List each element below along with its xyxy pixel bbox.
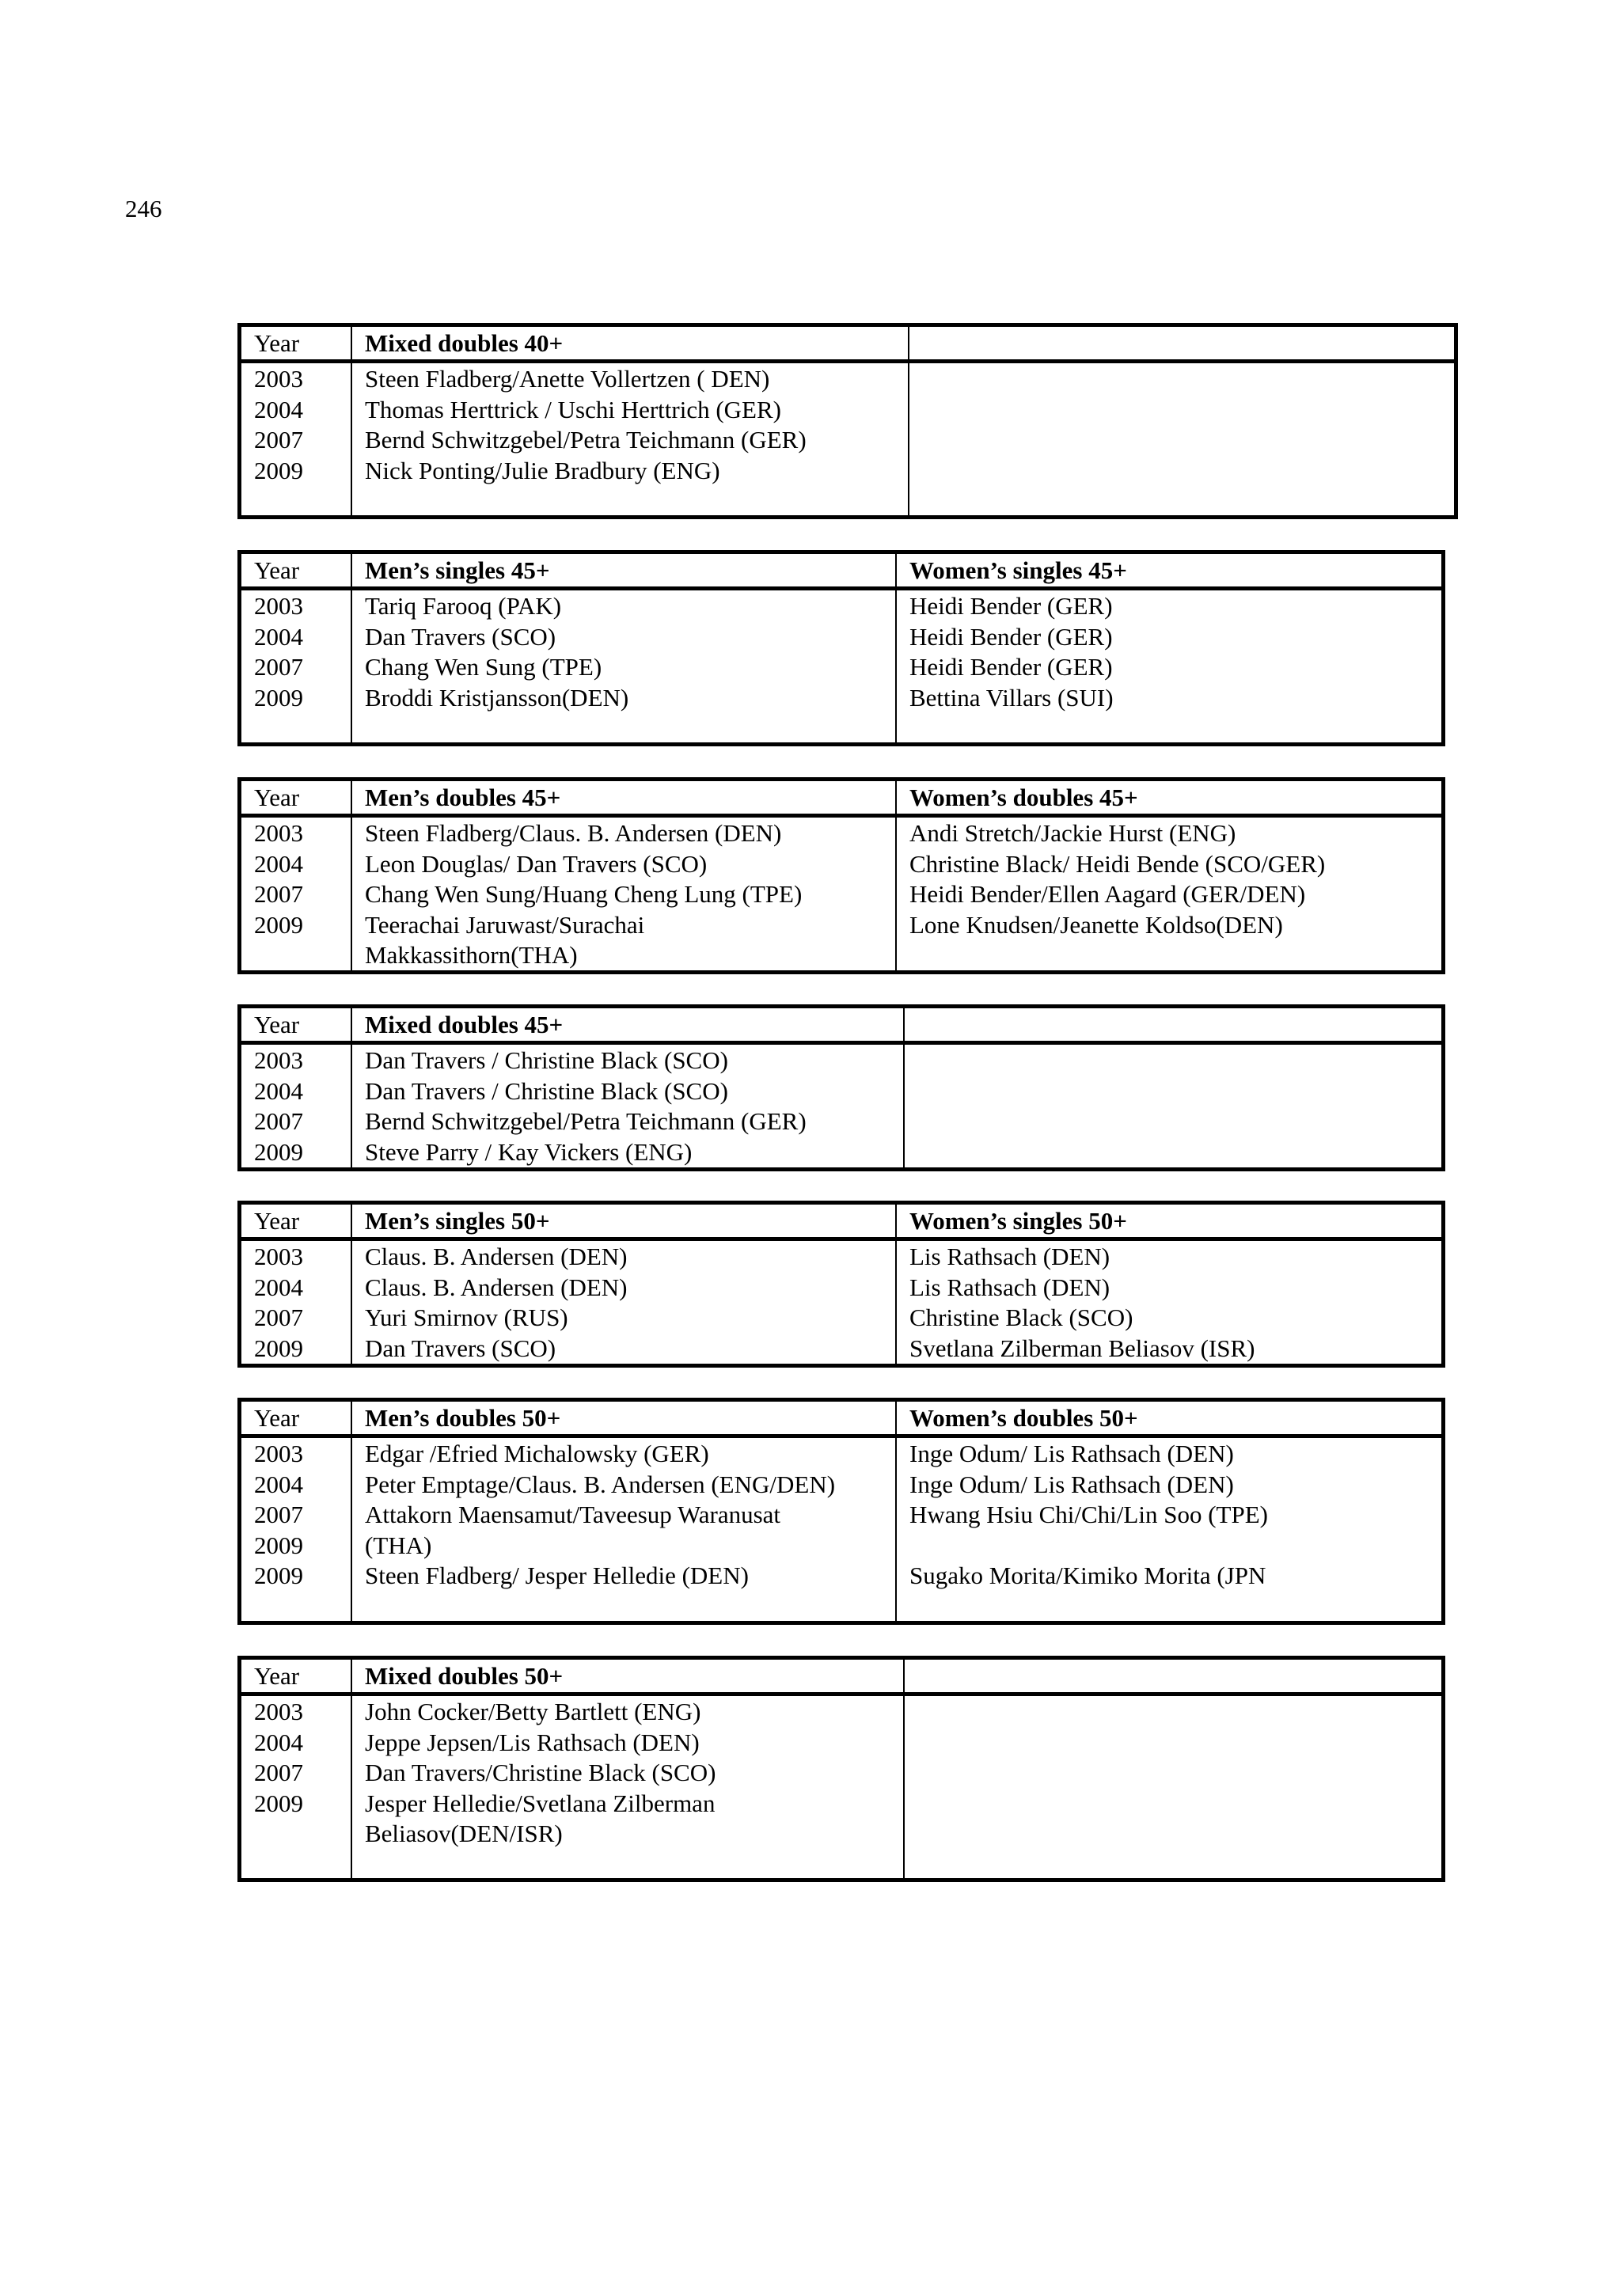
year-cell: 2007 bbox=[254, 1107, 303, 1135]
winner-cell: Heidi Bender (GER) bbox=[909, 622, 1113, 651]
header-year: Year bbox=[254, 329, 300, 357]
winners-column-b bbox=[895, 818, 1441, 970]
winner-cell: Dan Travers / Christine Black (SCO) bbox=[365, 1046, 728, 1074]
table-body-row bbox=[241, 1696, 1441, 1878]
winners-column-b bbox=[903, 1045, 1441, 1167]
years-column bbox=[241, 1696, 351, 1878]
header-event-a: Mixed doubles 45+ bbox=[351, 1008, 903, 1041]
winners-column-a bbox=[351, 1438, 895, 1621]
table-body-row bbox=[241, 1438, 1441, 1621]
header-event-a: Mixed doubles 50+ bbox=[351, 1660, 903, 1692]
header-year: Year bbox=[254, 556, 300, 584]
table-header-row bbox=[241, 1660, 1441, 1696]
results-table-mixed-doubles-40 bbox=[237, 323, 1458, 519]
winner-cell: Jeppe Jepsen/Lis Rathsach (DEN) bbox=[365, 1728, 700, 1756]
year-cell: 2009 bbox=[254, 1334, 303, 1362]
winner-cell: Attakorn Maensamut/Taveesup Waranusat bbox=[365, 1501, 781, 1528]
header-event-b bbox=[903, 1008, 1441, 1041]
header-year: Year bbox=[254, 1404, 300, 1432]
year-cell: 2004 bbox=[254, 1273, 303, 1301]
header-event-a: Mixed doubles 40+ bbox=[351, 327, 908, 359]
winner-cell: Inge Odum/ Lis Rathsach (DEN) bbox=[909, 1470, 1234, 1498]
winner-cell: Edgar /Efried Michalowsky (GER) bbox=[365, 1440, 709, 1467]
results-table-mixed-doubles-50 bbox=[237, 1656, 1445, 1882]
winner-cell: Steve Parry / Kay Vickers (ENG) bbox=[365, 1137, 693, 1166]
winners-column-b bbox=[908, 363, 1454, 515]
years-column bbox=[241, 590, 351, 742]
header-event-b: Women’s doubles 50+ bbox=[895, 1402, 1441, 1434]
header-event-a: Men’s doubles 45+ bbox=[351, 781, 895, 814]
winner-cell: Andi Stretch/Jackie Hurst (ENG) bbox=[909, 819, 1236, 847]
winner-cell: Dan Travers/Christine Black (SCO) bbox=[365, 1759, 716, 1786]
winner-cell: Bernd Schwitzgebel/Petra Teichmann (GER) bbox=[365, 1107, 807, 1135]
winners-column-a bbox=[351, 590, 895, 742]
winner-cell: Makkassithorn(THA) bbox=[365, 941, 578, 969]
winner-cell: Christine Black/ Heidi Bende (SCO/GER) bbox=[909, 849, 1326, 878]
years-column bbox=[241, 1045, 351, 1167]
year-cell: 2009 bbox=[254, 1137, 303, 1166]
winners-column-a bbox=[351, 818, 895, 970]
header-event-b bbox=[908, 327, 1454, 359]
year-cell: 2003 bbox=[254, 1243, 303, 1270]
winner-cell: Lis Rathsach (DEN) bbox=[909, 1243, 1110, 1270]
winner-cell: Leon Douglas/ Dan Travers (SCO) bbox=[365, 849, 708, 878]
years-column bbox=[241, 818, 351, 970]
year-cell: 2004 bbox=[254, 849, 303, 878]
winner-cell: Bernd Schwitzgebel/Petra Teichmann (GER) bbox=[365, 426, 807, 454]
year-cell: 2007 bbox=[254, 1304, 303, 1331]
winners-column-b bbox=[895, 1241, 1441, 1364]
winner-cell: Peter Emptage/Claus. B. Andersen (ENG/DEN) bbox=[365, 1470, 836, 1498]
winner-cell: Steen Fladberg/ Jesper Helledie (DEN) bbox=[365, 1562, 749, 1589]
winner-cell: Jesper Helledie/Svetlana Zilberman bbox=[365, 1789, 716, 1817]
header-event-b: Women’s singles 50+ bbox=[895, 1205, 1441, 1237]
winners-column-a bbox=[351, 1045, 903, 1167]
winner-cell: Steen Fladberg/Claus. B. Andersen (DEN) bbox=[365, 819, 782, 847]
winner-cell: (THA) bbox=[365, 1531, 432, 1559]
winner-cell: John Cocker/Betty Bartlett (ENG) bbox=[365, 1698, 701, 1725]
winner-cell: Lone Knudsen/Jeanette Koldso(DEN) bbox=[909, 910, 1283, 939]
year-cell: 2004 bbox=[254, 622, 303, 651]
winner-cell: Christine Black (SCO) bbox=[909, 1304, 1133, 1331]
year-cell: 2009 bbox=[254, 456, 303, 484]
winner-cell: Heidi Bender (GER) bbox=[909, 653, 1113, 681]
year-cell: 2004 bbox=[254, 1470, 303, 1498]
winner-cell: Steen Fladberg/Anette Vollertzen ( DEN) bbox=[365, 365, 770, 393]
results-table-doubles-50 bbox=[237, 1398, 1445, 1625]
winners-column-a bbox=[351, 1696, 903, 1878]
winner-cell: Broddi Kristjansson(DEN) bbox=[365, 683, 629, 712]
table-header-row bbox=[241, 1402, 1441, 1438]
winner-cell: Heidi Bender/Ellen Aagard (GER/DEN) bbox=[909, 880, 1306, 908]
winner-cell: Dan Travers (SCO) bbox=[365, 1334, 556, 1362]
winner-cell: Beliasov(DEN/ISR) bbox=[365, 1820, 563, 1847]
year-cell: 2003 bbox=[254, 1698, 303, 1725]
year-cell: 2009 bbox=[254, 1789, 303, 1817]
header-year: Year bbox=[254, 784, 300, 811]
year-cell: 2007 bbox=[254, 1759, 303, 1786]
year-cell: 2007 bbox=[254, 1501, 303, 1528]
table-body-row bbox=[241, 818, 1441, 970]
winner-cell: Chang Wen Sung/Huang Cheng Lung (TPE) bbox=[365, 880, 803, 908]
year-cell: 2009 bbox=[254, 1531, 303, 1559]
header-event-a: Men’s doubles 50+ bbox=[351, 1402, 895, 1434]
years-column bbox=[241, 363, 351, 515]
year-cell: 2009 bbox=[254, 1562, 303, 1589]
winners-column-b bbox=[903, 1696, 1441, 1878]
header-event-b: Women’s doubles 45+ bbox=[895, 781, 1441, 814]
winner-cell: Bettina Villars (SUI) bbox=[909, 683, 1114, 712]
winner-cell: Tariq Farooq (PAK) bbox=[365, 592, 562, 620]
year-cell: 2009 bbox=[254, 910, 303, 939]
year-cell: 2007 bbox=[254, 426, 303, 454]
winner-cell: Chang Wen Sung (TPE) bbox=[365, 653, 602, 681]
winner-cell: Hwang Hsiu Chi/Chi/Lin Soo (TPE) bbox=[909, 1501, 1268, 1528]
winner-cell: Svetlana Zilberman Beliasov (ISR) bbox=[909, 1334, 1255, 1362]
winners-column-a bbox=[351, 1241, 895, 1364]
results-table-singles-50 bbox=[237, 1201, 1445, 1368]
year-cell: 2003 bbox=[254, 365, 303, 393]
winners-column-b bbox=[895, 590, 1441, 742]
table-header-row bbox=[241, 1205, 1441, 1241]
year-cell: 2003 bbox=[254, 819, 303, 847]
winner-cell: Yuri Smirnov (RUS) bbox=[365, 1304, 568, 1331]
winners-column-a bbox=[351, 363, 908, 515]
header-year: Year bbox=[254, 1207, 300, 1235]
results-table-doubles-45 bbox=[237, 777, 1445, 974]
table-header-row bbox=[241, 781, 1441, 818]
table-body-row bbox=[241, 363, 1454, 515]
year-cell: 2007 bbox=[254, 880, 303, 908]
year-cell: 2009 bbox=[254, 683, 303, 712]
winner-cell: Claus. B. Andersen (DEN) bbox=[365, 1273, 628, 1301]
page-number: 246 bbox=[125, 195, 162, 222]
results-table-singles-45 bbox=[237, 550, 1445, 746]
table-body-row bbox=[241, 1045, 1441, 1167]
header-event-a: Men’s singles 50+ bbox=[351, 1205, 895, 1237]
years-column bbox=[241, 1241, 351, 1364]
year-cell: 2004 bbox=[254, 1728, 303, 1756]
winner-cell: Dan Travers (SCO) bbox=[365, 622, 556, 651]
year-cell: 2003 bbox=[254, 592, 303, 620]
results-table-mixed-doubles-45 bbox=[237, 1004, 1445, 1171]
winner-cell: Teerachai Jaruwast/Surachai bbox=[365, 910, 645, 939]
winner-cell: Sugako Morita/Kimiko Morita (JPN bbox=[909, 1562, 1266, 1589]
winner-cell: Nick Ponting/Julie Bradbury (ENG) bbox=[365, 456, 720, 484]
header-event-b bbox=[903, 1660, 1441, 1692]
year-cell: 2004 bbox=[254, 1076, 303, 1105]
year-cell: 2004 bbox=[254, 395, 303, 423]
header-event-b: Women’s singles 45+ bbox=[895, 554, 1441, 586]
header-year: Year bbox=[254, 1011, 300, 1038]
header-year: Year bbox=[254, 1662, 300, 1690]
winner-cell: Dan Travers / Christine Black (SCO) bbox=[365, 1076, 728, 1105]
table-header-row bbox=[241, 554, 1441, 590]
table-header-row bbox=[241, 1008, 1441, 1045]
years-column bbox=[241, 1438, 351, 1621]
table-body-row bbox=[241, 590, 1441, 742]
table-header-row bbox=[241, 327, 1454, 363]
winner-cell: Thomas Herttrick / Uschi Herttrich (GER) bbox=[365, 395, 781, 423]
winners-column-b bbox=[895, 1438, 1441, 1621]
year-cell: 2003 bbox=[254, 1440, 303, 1467]
winner-cell bbox=[909, 1531, 1441, 1562]
header-event-a: Men’s singles 45+ bbox=[351, 554, 895, 586]
table-body-row bbox=[241, 1241, 1441, 1364]
winner-cell: Inge Odum/ Lis Rathsach (DEN) bbox=[909, 1440, 1234, 1467]
winner-cell: Heidi Bender (GER) bbox=[909, 592, 1113, 620]
year-cell: 2007 bbox=[254, 653, 303, 681]
winner-cell: Claus. B. Andersen (DEN) bbox=[365, 1243, 628, 1270]
winner-cell: Lis Rathsach (DEN) bbox=[909, 1273, 1110, 1301]
year-cell: 2003 bbox=[254, 1046, 303, 1074]
